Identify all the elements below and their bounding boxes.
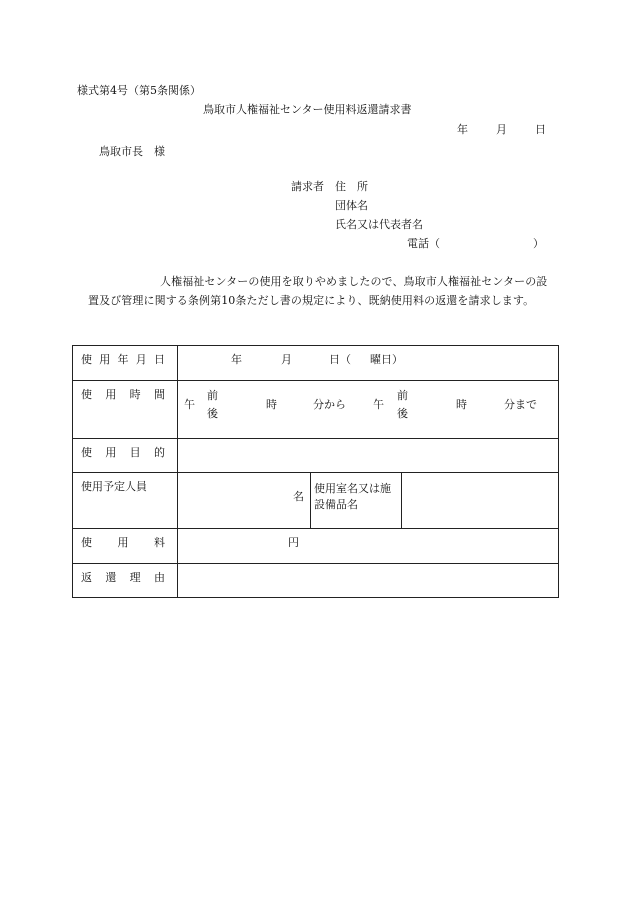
label-char: 的 <box>153 446 165 459</box>
label-room-name <box>311 473 402 529</box>
label-char: 用 <box>117 536 129 549</box>
label-use-date <box>73 346 178 381</box>
label-use-time <box>73 381 178 439</box>
label-char: 使 <box>81 536 92 549</box>
room-label-line1: 使用室名又は施 <box>314 482 391 495</box>
use-date-weekday: 曜日） <box>370 353 403 366</box>
label-char: 料 <box>154 536 165 549</box>
fee-unit: 円 <box>288 536 299 549</box>
use-date-day: 日（ <box>329 353 351 366</box>
zen-1: 前 <box>207 389 218 402</box>
ampm-1: 午 <box>184 398 195 411</box>
date-line <box>457 123 546 137</box>
zen-2: 前 <box>397 389 408 402</box>
address-label: 住 所 <box>335 180 368 193</box>
label-fee <box>73 529 178 564</box>
request-statement: 人権福祉センターの使用を取りやめましたので、鳥取市人権福祉センターの設置及び管理に関する条例第10条ただし書の規定により、既納使用料の返還を請求します。 <box>88 275 548 307</box>
refund-form-table <box>72 345 559 598</box>
use-time-field[interactable] <box>178 381 559 439</box>
document-title: 鳥取市人権福祉センター使用料返還請求書 <box>203 103 412 116</box>
label-char: 還 <box>105 571 117 584</box>
label-char: 目 <box>129 446 141 459</box>
label-char: 用 <box>99 353 111 366</box>
minute-from: 分から <box>313 398 346 411</box>
fee-field[interactable] <box>178 529 559 564</box>
people-unit: 名 <box>293 490 304 503</box>
row-expected-people <box>73 473 559 529</box>
label-char: 由 <box>153 571 165 584</box>
hour-2: 時 <box>456 398 467 411</box>
label-char: 日 <box>154 353 165 366</box>
addressee: 鳥取市長 様 <box>99 145 165 158</box>
label-char: 使 <box>81 353 92 366</box>
hour-1: 時 <box>266 398 277 411</box>
row-use-date <box>73 346 559 381</box>
label-reason <box>73 564 178 598</box>
group-name-label: 団体名 <box>335 199 368 212</box>
date-year: 年 <box>457 123 468 136</box>
use-date-year: 年 <box>231 353 242 366</box>
label-char: 理 <box>129 571 141 584</box>
purpose-field[interactable] <box>178 439 559 473</box>
row-fee <box>73 529 559 564</box>
label-char: 使 <box>81 446 92 459</box>
use-date-field[interactable] <box>178 346 559 381</box>
date-day: 日 <box>535 123 546 136</box>
use-date-month: 月 <box>281 353 292 366</box>
label-char: 時 <box>129 388 141 401</box>
reason-field[interactable] <box>178 564 559 598</box>
room-label-line2: 設備品名 <box>314 498 358 511</box>
label-char: 月 <box>135 353 147 366</box>
representative-label: 氏名又は代表者名 <box>335 218 423 231</box>
go-2: 後 <box>397 407 408 420</box>
phone-close-paren: ） <box>533 237 544 250</box>
form-number: 様式第4号（第5条関係） <box>77 84 201 97</box>
row-purpose <box>73 439 559 473</box>
ampm-2: 午 <box>373 398 384 411</box>
row-reason <box>73 564 559 598</box>
go-1: 後 <box>207 407 218 420</box>
applicant-label: 請求者 <box>291 180 324 193</box>
label-purpose <box>73 439 178 473</box>
phone-label: 電話（ <box>407 237 440 250</box>
label-char: 使 <box>81 388 92 401</box>
label-char: 用 <box>105 446 117 459</box>
label-char: 間 <box>153 388 165 401</box>
label-char: 年 <box>117 353 129 366</box>
label-expected-people: 使用予定人員 <box>73 473 178 529</box>
label-char: 返 <box>81 571 92 584</box>
minute-to: 分まで <box>504 398 537 411</box>
expected-people-field[interactable] <box>178 473 311 529</box>
label-char: 用 <box>105 388 117 401</box>
row-use-time <box>73 381 559 439</box>
room-name-field[interactable] <box>402 473 559 529</box>
date-month: 月 <box>496 123 507 136</box>
